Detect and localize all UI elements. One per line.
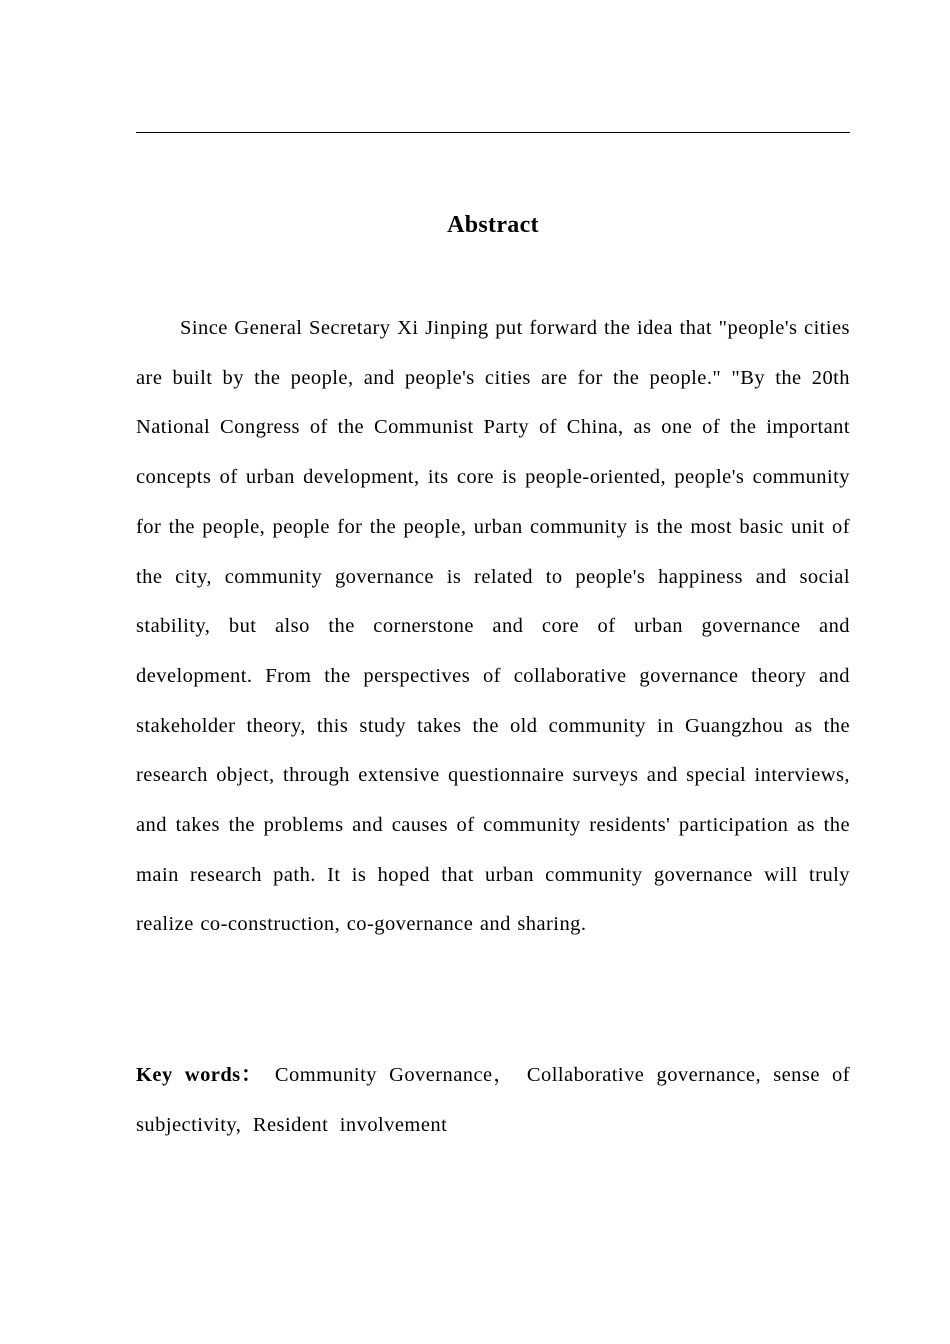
- keywords-label: Key words：: [136, 1064, 263, 1086]
- keywords-list: Community Governance， Collaborative governance, sense of subjectivity, Resident involvement: [136, 1064, 851, 1136]
- header-rule: [136, 132, 850, 133]
- abstract-paragraph: Since General Secretary Xi Jinping put forward the idea that "people's cities are built by the people, and people's cities are for the people." "By the 20th National Congress of the Communist Party of China, as one of the important concepts of urban development, its core is people-oriented, people's community for the people, people for the people, urban community is the most basic unit of the city, community governance is related to people's happiness and social stability, but also the cornerstone and core of urban governance and development. From the perspectives of collaborative governance theory and stakeholder theory, this study takes the old community in Guangzhou as the research object, through extensive questionnaire surveys and special interviews, and takes the problems and causes of community residents' participation as the main research path. It is hoped that urban community governance will truly realize co-construction, co-governance and sharing.: [136, 317, 850, 936]
- page-title: Abstract: [447, 212, 539, 238]
- keywords-line: [136, 1051, 850, 1150]
